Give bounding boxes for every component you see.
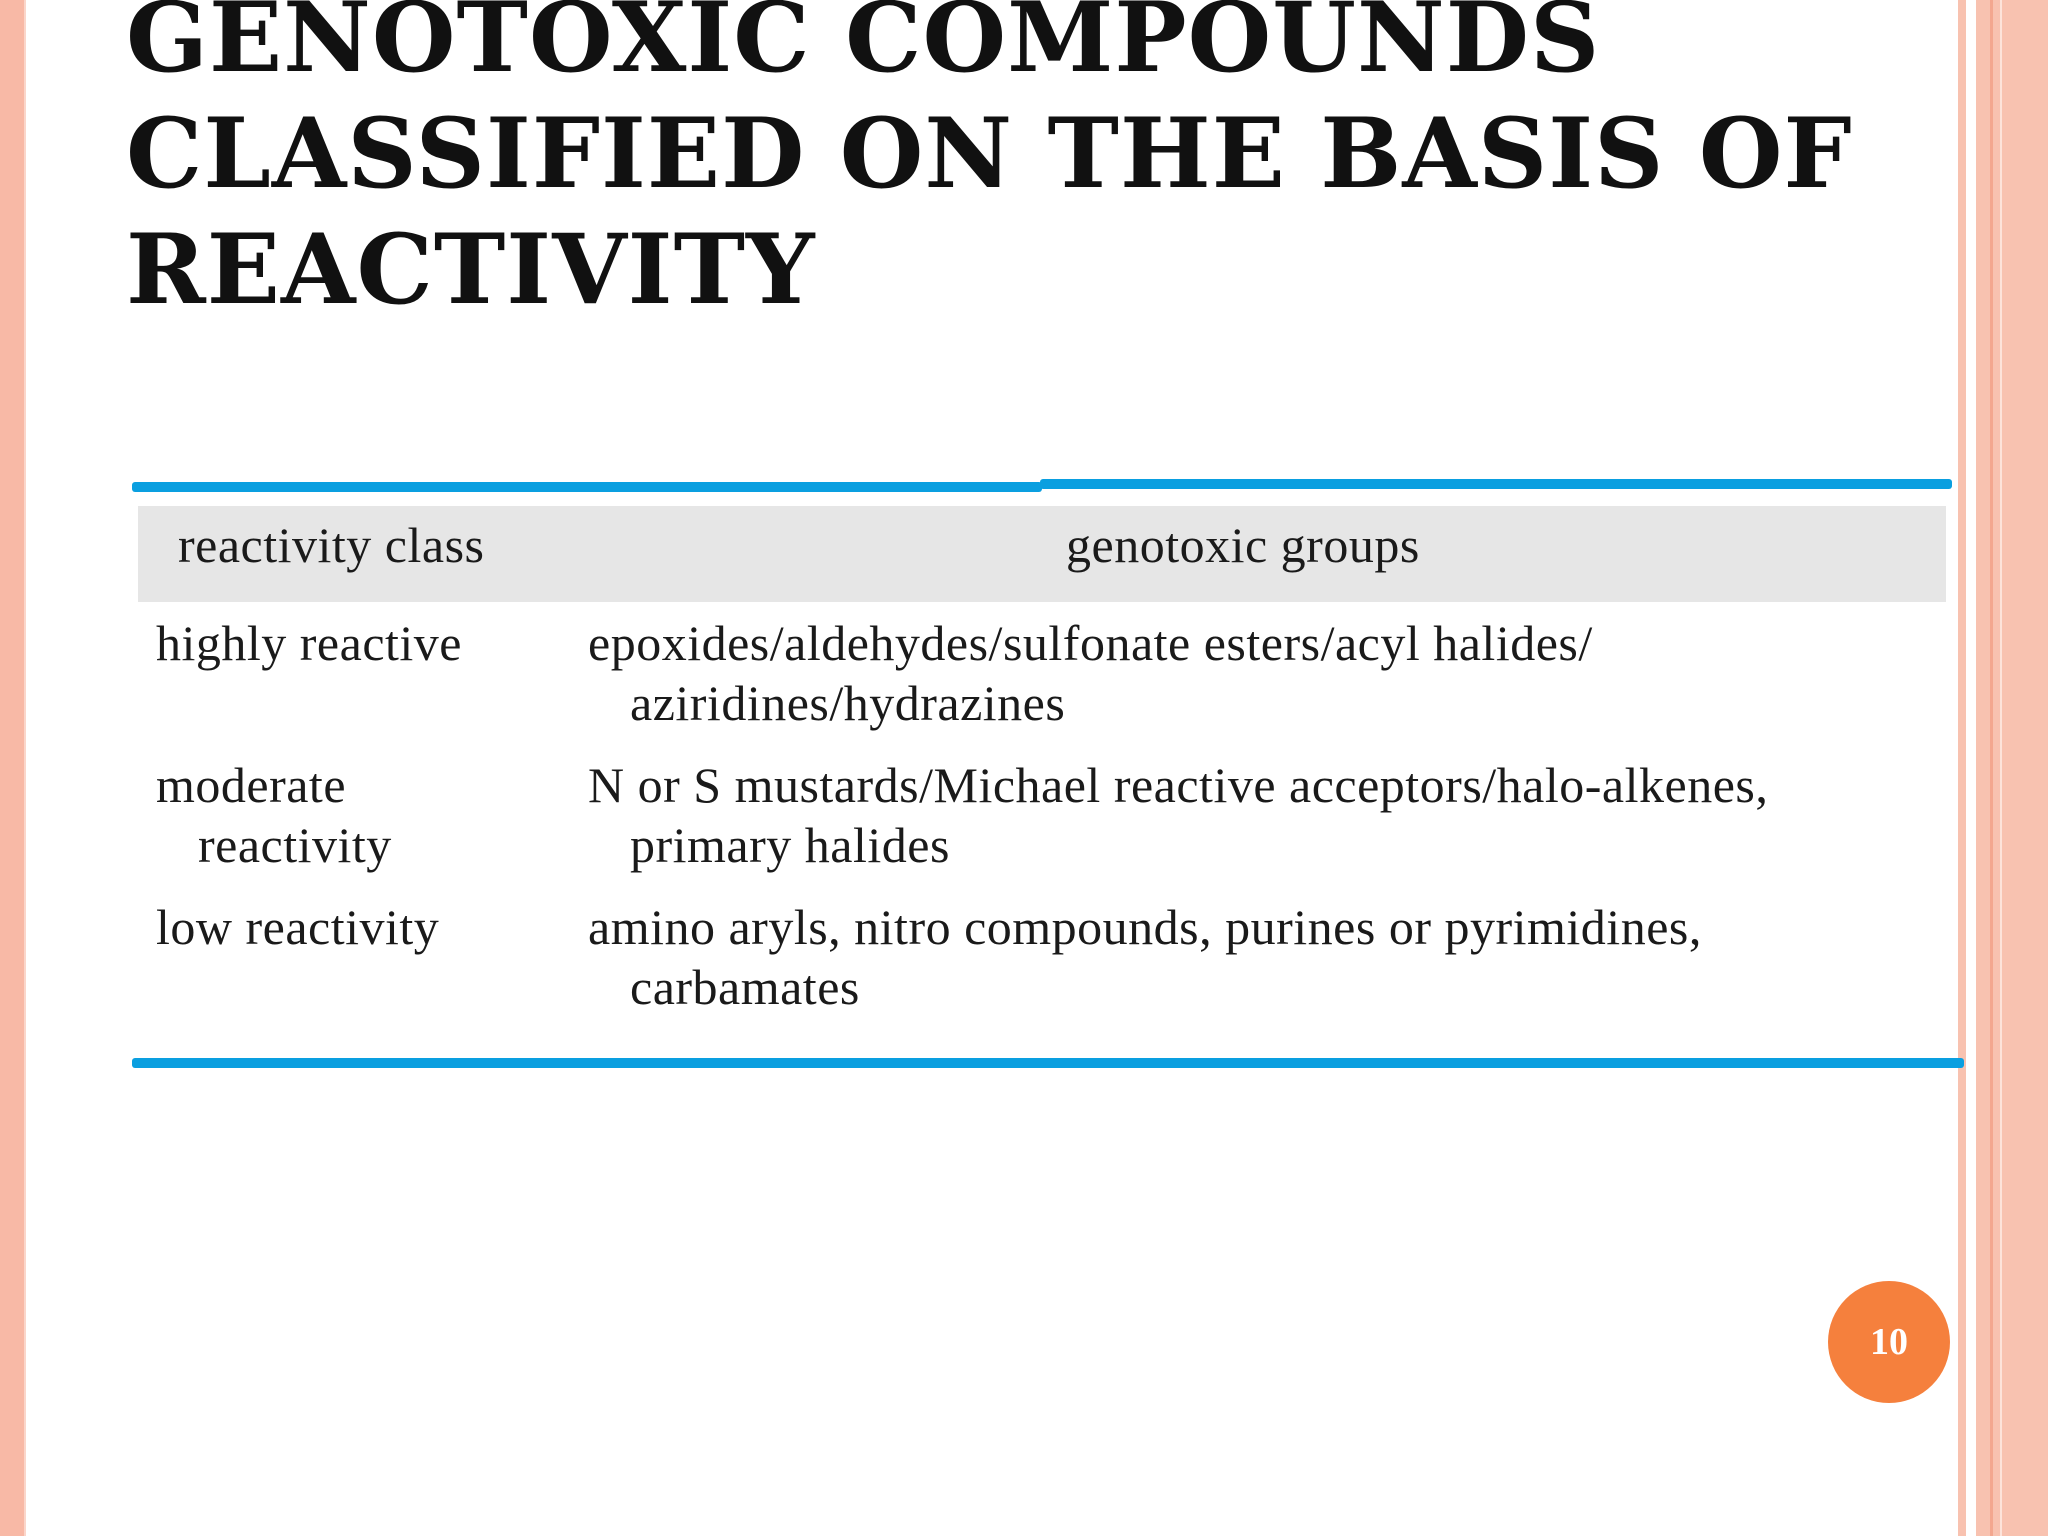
slide-title xyxy=(126,0,1926,328)
row-3-class: low reactivity xyxy=(156,899,440,955)
title-line-3: REACTIVITY xyxy=(126,213,816,326)
right-border-thin xyxy=(1958,0,1966,1536)
title-line-1: GENOTOXIC COMPOUNDS xyxy=(126,0,1601,94)
table-bottom-rule xyxy=(132,1058,1964,1068)
right-border-line xyxy=(1990,0,1993,1536)
row-2-class-line-2: reactivity xyxy=(198,817,392,873)
title-line-2: CLASSIFIED ON THE BASIS OF xyxy=(126,97,1853,210)
table-top-rule-right xyxy=(1040,479,1952,489)
page-number-text: 10 xyxy=(1870,1321,1908,1363)
left-border xyxy=(0,0,24,1536)
row-2-groups-line-1: N or S mustards/Michael reactive acceptors/halo-alkenes, xyxy=(588,757,1769,813)
row-1-class: highly reactive xyxy=(156,615,462,671)
row-1-groups-line-1: epoxides/aldehydes/sulfonate esters/acyl halides/ xyxy=(588,615,1593,671)
row-2-class-line-1: moderate xyxy=(156,757,347,813)
right-border-band xyxy=(1976,0,2048,1536)
table-top-rule-left xyxy=(132,482,1042,492)
right-border-highlight xyxy=(2000,0,2002,1536)
left-border-highlight xyxy=(24,0,26,1536)
header-reactivity-class: reactivity class xyxy=(178,517,485,573)
header-genotoxic-groups: genotoxic groups xyxy=(1066,517,1420,573)
row-2-groups-line-2: primary halides xyxy=(630,817,950,873)
row-3-groups-line-1: amino aryls, nitro compounds, purines or pyrimidines, xyxy=(588,899,1702,955)
page-number-badge xyxy=(1828,1281,1950,1403)
row-3-groups-line-2: carbamates xyxy=(630,959,860,1015)
row-1-groups-line-2: aziridines/hydrazines xyxy=(630,675,1066,731)
